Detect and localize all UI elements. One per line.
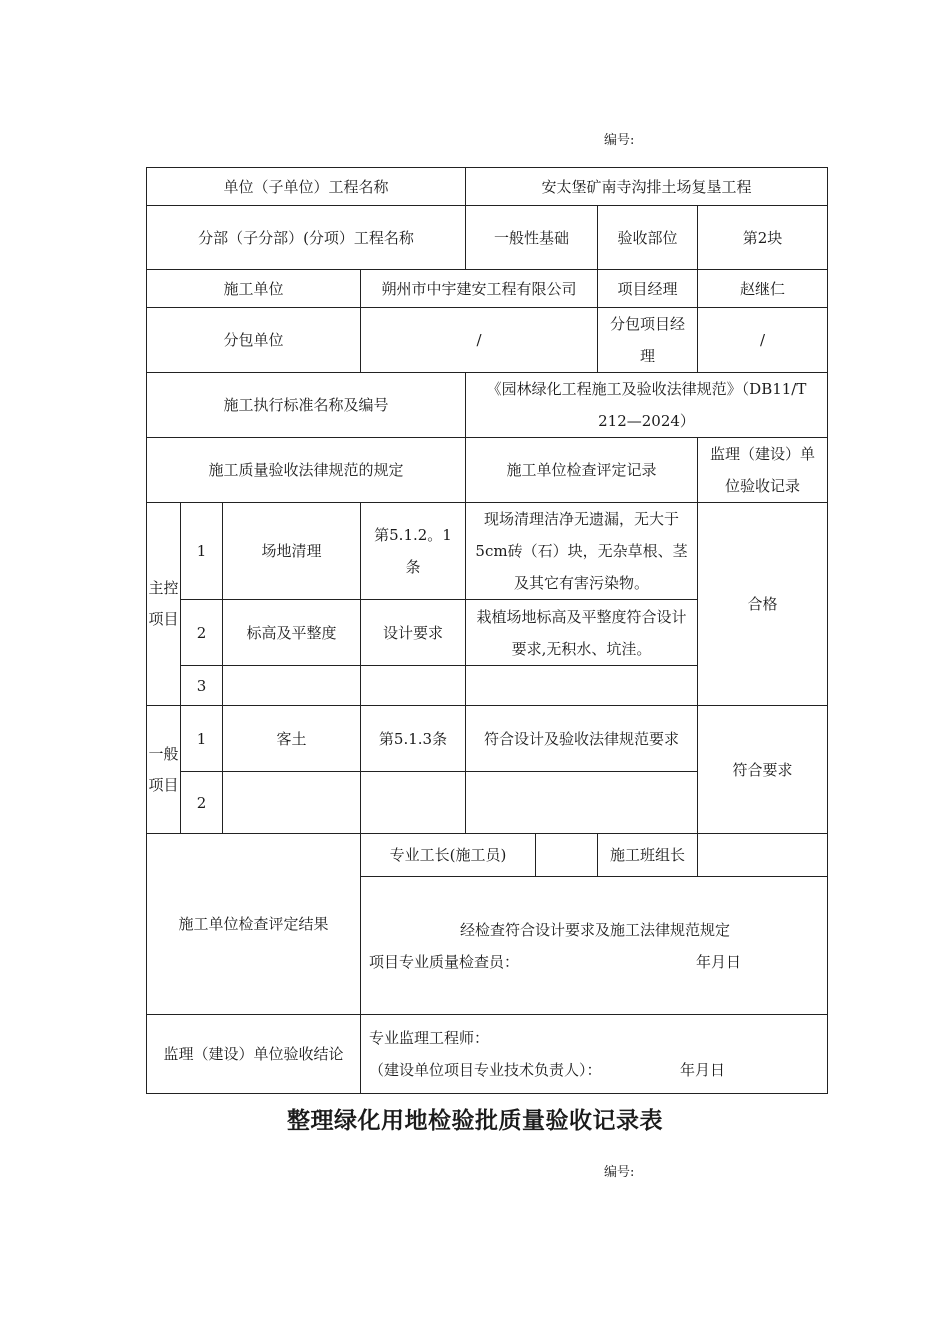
general-item-1-no: 1 [181,706,223,772]
general-item-2-no: 2 [181,772,223,834]
main-item-1-no: 1 [181,503,223,600]
general-item-2-name [223,772,361,834]
general-item-1-record: 符合设计及验收法律规范要求 [466,706,698,772]
standard-value: 《园林绿化工程施工及验收法律规范》（DB11/T 212—2024） [466,373,828,438]
supervision-conclusion-cell [361,1015,828,1094]
foreman-label: 专业工长(施工员) [361,834,536,877]
main-item-2-no: 2 [181,600,223,666]
main-item-2-clause: 设计要求 [361,600,466,666]
inspection-result-cell [361,877,828,1015]
number-label-bottom: 编号: [604,1165,635,1180]
foreman-value [536,834,598,877]
sub-pm-label: 分包项目经理 [598,308,698,373]
pm-value: 赵继仁 [698,270,828,308]
acceptance-part-label: 验收部位 [598,206,698,270]
supervision-label: 监理（建设）单位验收结论 [147,1015,361,1094]
team-leader-label: 施工班组长 [598,834,698,877]
number-label-top: 编号: [604,133,635,148]
main-item-2-record: 栽植场地标高及平整度符合设计要求,无积水、坑洼。 [466,600,698,666]
next-form-title: 整理绿化用地检验批质量验收记录表 [287,1108,663,1134]
sub-pm-value: / [698,308,828,373]
check-record-header: 施工单位检查评定记录 [466,438,698,503]
main-item-3-no: 3 [181,666,223,706]
project-name-value: 安太堡矿南寺沟排土场复垦工程 [466,168,828,206]
general-item-1-clause: 第5.1.3条 [361,706,466,772]
inspection-date-label: 年月日 [696,952,742,971]
main-item-1-record: 现场清理洁净无遗漏，无大于5cm砖（石）块，无杂草根、茎及其它有害污染物。 [466,503,698,600]
inspector-label: 项目专业质量检查员： [369,952,520,971]
general-item-2-record [466,772,698,834]
general-items-result: 符合要求 [698,706,828,834]
subcontractor-label: 分包单位 [147,308,361,373]
inspection-conclusion: 经检查符合设计要求及施工法律规范规定 [460,920,731,939]
main-item-1-name: 场地清理 [223,503,361,600]
project-name-label: 单位（子单位）工程名称 [147,168,466,206]
supervision-engineer-label: 专业监理工程师： [369,1029,490,1047]
main-items-group-label: 主控项目 [147,503,181,706]
general-item-2-clause [361,772,466,834]
general-item-1-name: 客土 [223,706,361,772]
acceptance-record-table [146,167,828,1094]
main-item-1-clause: 第5.1.2。1条 [361,503,466,600]
main-item-2-name: 标高及平整度 [223,600,361,666]
main-item-3-clause [361,666,466,706]
general-items-group-label: 一般项目 [147,706,181,834]
contractor-label: 施工单位 [147,270,361,308]
main-item-3-record [466,666,698,706]
contractor-value: 朔州市中宇建安工程有限公司 [361,270,598,308]
main-item-3-name [223,666,361,706]
division-value: 一般性基础 [466,206,598,270]
supervision-date-label: 年月日 [680,1061,726,1079]
division-label: 分部（子分部）(分项）工程名称 [147,206,466,270]
owner-representative-label: （建设单位项目专业技术负责人）： [369,1061,602,1079]
supervision-record-header: 监理（建设）单位验收记录 [698,438,828,503]
acceptance-part-value: 第2块 [698,206,828,270]
team-leader-value [698,834,828,877]
subcontractor-value: / [361,308,598,373]
spec-header: 施工质量验收法律规范的规定 [147,438,466,503]
inspection-label: 施工单位检查评定结果 [147,834,361,1015]
pm-label: 项目经理 [598,270,698,308]
main-items-result: 合格 [698,503,828,706]
standard-label: 施工执行标准名称及编号 [147,373,466,438]
